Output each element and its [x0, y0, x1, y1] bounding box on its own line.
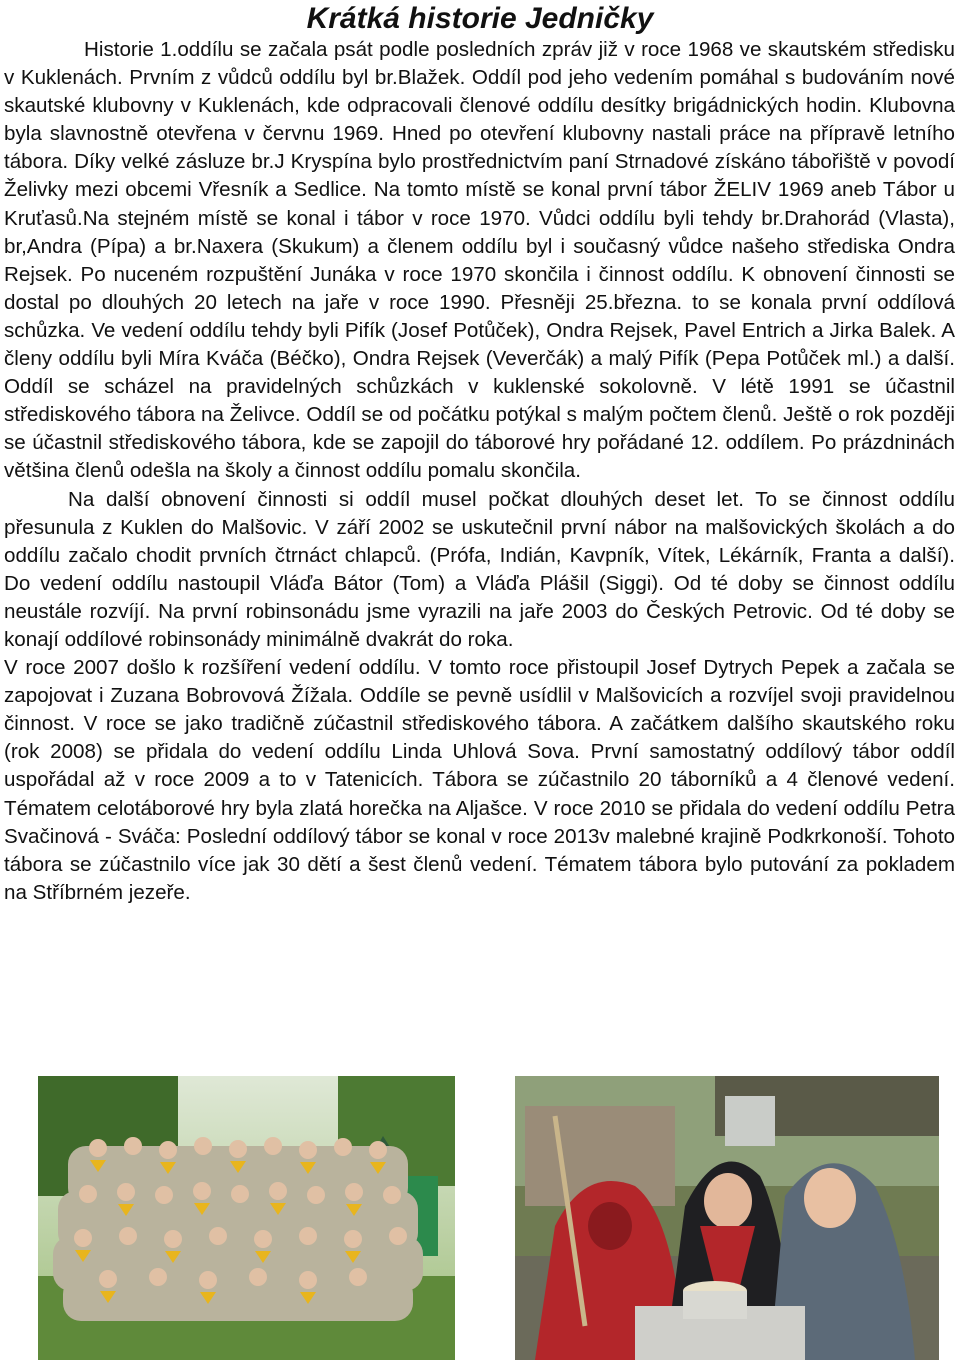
group-photo	[38, 1076, 455, 1360]
paragraph-1: Historie 1.oddílu se začala psát podle posledních zpráv již v roce 1968 ve skautském středisku v Kuklenách. Prvním z vůdců oddílu byl br.Blažek. Oddíl pod jeho vedením pomáhal s budováním nové skautské klubovny v Kuklenách, kde odpracovali členové oddílu desítky brigádnických hodin. Klubovna byla slavnostně otevřena v červnu 1969. Hned po otevření klubovny nastali práce na přípravě letního tábora. Díky velké zásluze br.J Kryspína bylo prostřednictvím paní Strnadové získáno tábořiště v povodí Želivky mezi obcemi Vřesník a Sedlice. Na tomto místě se konal první tábor ŽELIV 1969 aneb Tábor u Kruťasů.Na stejném místě se konal i tábor v roce 1970. Vůdci oddílu byli tehdy br.Drahorád (Vlasta), br,Andra (Pípa) a br.Naxera (Skukum) a členem oddílu byl i současný vůdce našeho střediska Ondra Rejsek. Po nuceném rozpuštění Junáka v roce 1970 skončila i činnost oddílu. K obnovení činnosti se dostal po dlouhých 20 letech na jaře v roce 1990. Přesněji 25.března. to se konala první oddílová schůzka. Ve vedení oddílu tehdy byli Pifík (Josef Potůček), Ondra Rejsek, Pavel Entrich a Jirka Balek. A členy oddílu byli Míra Kváča (Béčko), Ondra Rejsek (Veverčák) a malý Pifík (Pepa Potůček ml.) a další. Oddíl se scházel na pravidelných schůzkách v kuklenské sokolovně. V létě 1991 se účastnil střediskového tábora na Želivce. Oddíl se od počátku potýkal s malým počtem členů. Ještě o rok později se účastnil střediskového tábora, kde se zapojil do táborové hry pořádané 12. oddílem. Po prázdninách většina členů odešla na školy a činnost oddílu pomalu skončila.	[4, 38, 955, 483]
paragraph-2: Na další obnovení činnosti si oddíl musel počkat dlouhých deset let. To se činnost oddílu přesunula z Kuklen do Malšovic. V září 2002 se uskutečnil první nábor na malšovických školách a do oddílu začalo chodit prvních čtrnáct chlapců. (Prófa, Indián, Kavpník, Vítek, Lékárník, Franta a další). Do vedení oddílu nastoupil Vláďa Bátor (Tom) a Vláďa Plášil (Siggi). Od té doby se činnost oddílu neustále rozvíjí. Na první robinsonádu jsme vyrazili na jaře 2003 do Českých Petrovic. Od té doby se konají oddílové robinsonády minimálně dvakrát do roka.	[4, 487, 955, 651]
camp-photo	[515, 1076, 939, 1360]
paragraph-3: V roce 2007 došlo k rozšíření vedení oddílu. V tomto roce přistoupil Josef Dytrych Pepek a začala se zapojovat i Zuzana Bobrovová Žížala. Oddíle se pevně usídlil v Malšovicích a rozvíjel svoji pravidelnou činnost. V roce se jako tradičně zúčastnil střediskového tábora. A začátkem dalšího skautského roku (rok 2008) se přidala do vedení oddílu Linda Uhlová Sova. První samostatný oddílový tábor oddíl uspořádal až v roce 2009 a to v Tatenicích. Tábora se zúčastnilo 20 táborníků a 4 členové vedení. Tématem celotáborové hry byla zlatá horečka na Aljašce. V roce 2010 se přidala do vedení oddílu Petra Svačinová - Sváča: Poslední oddílový tábor se konal v roce 2013v malebné krajině Podkrkonoší. Tohoto tábora se zúčastnilo více jak 30 dětí a šest členů vedení. Tématem tábora bylo putování za pokladem na Stříbrném jezeře.	[4, 656, 955, 904]
article-body	[4, 36, 955, 907]
page-title: Krátká historie Jedničky	[306, 2, 654, 35]
